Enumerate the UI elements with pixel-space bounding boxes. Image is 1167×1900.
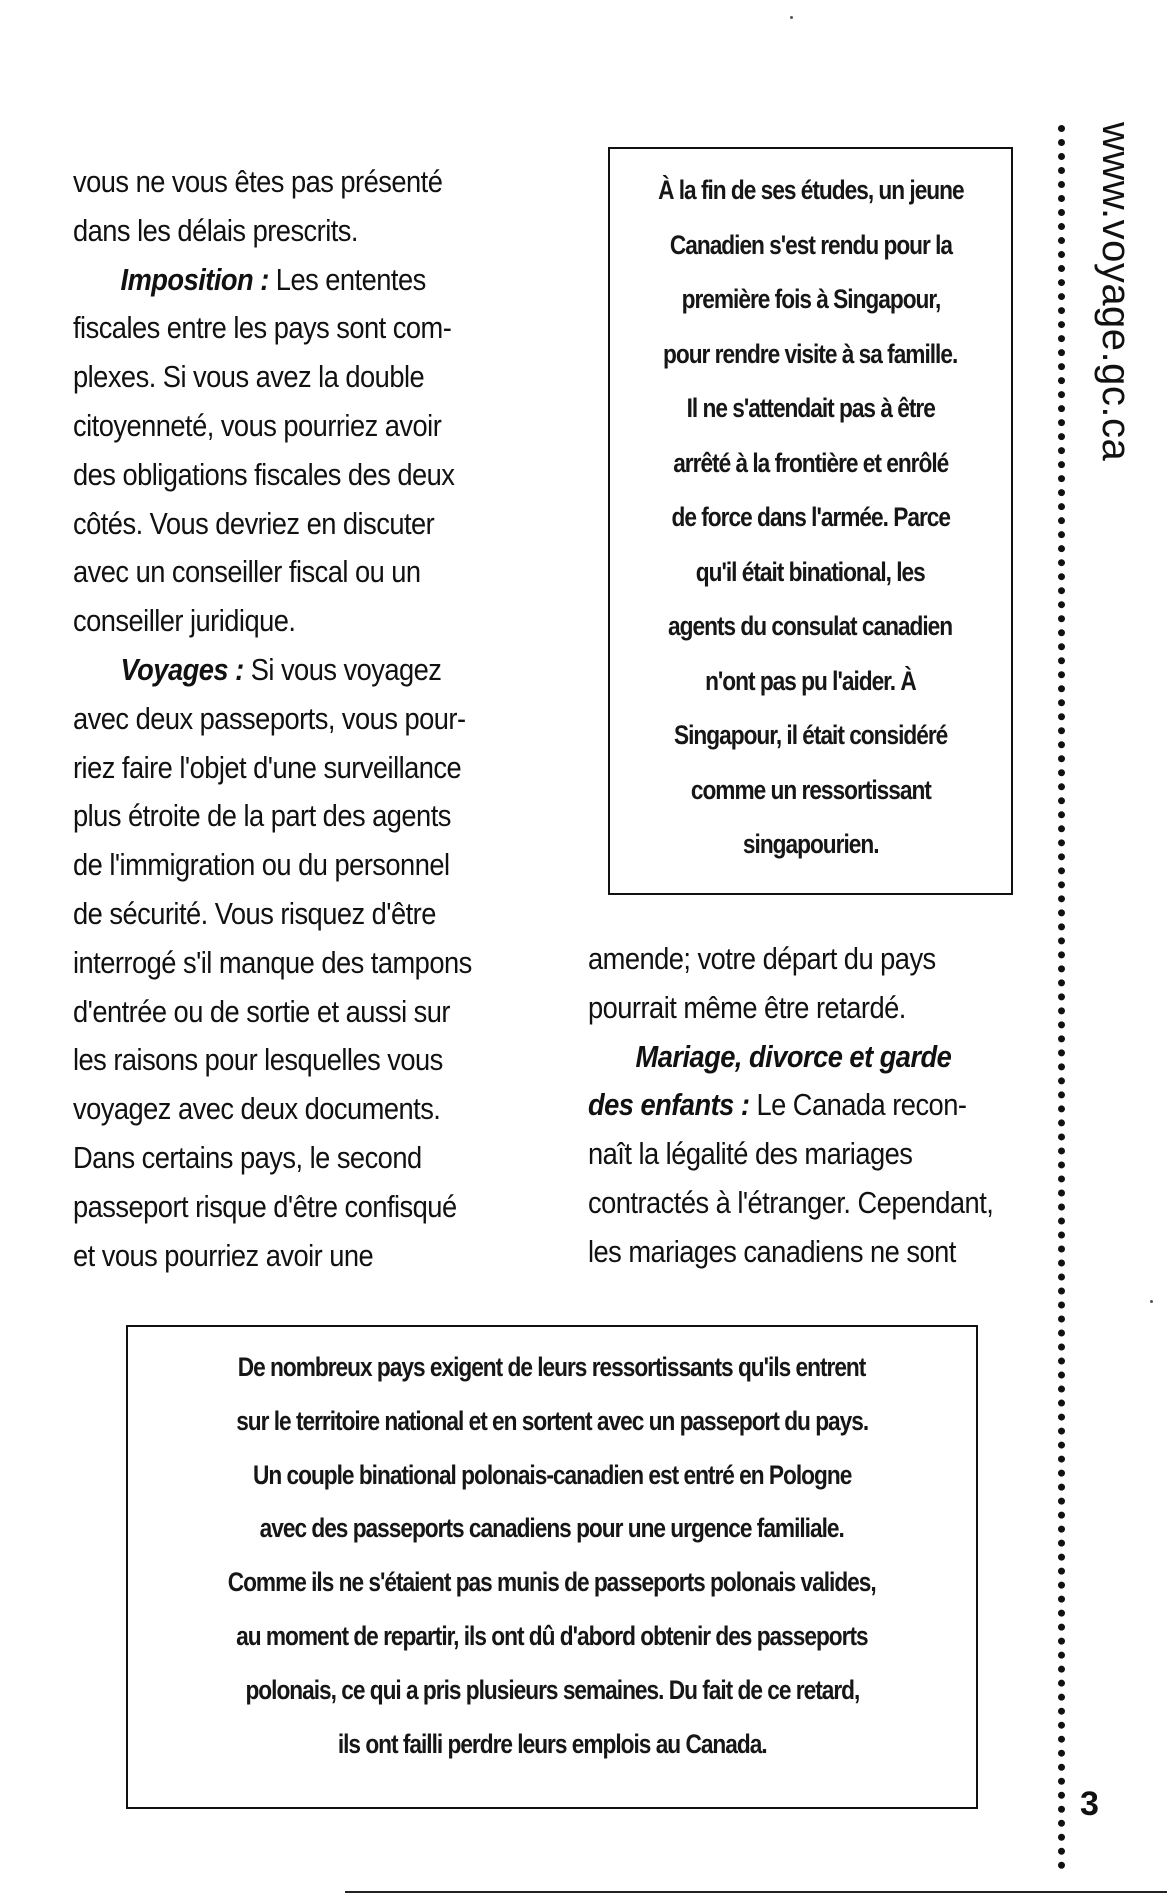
body-line: d'entrée ou de sortie et aussi sur xyxy=(73,993,450,1029)
box-line: qu'il était binational, les xyxy=(696,556,925,587)
box-line: première fois à Singapour, xyxy=(681,284,940,314)
body-text: Si vous voyagez xyxy=(243,651,442,687)
website-url[interactable]: www.voyage.gc.ca xyxy=(1094,122,1138,462)
body-line: et vous pourriez avoir une xyxy=(73,1237,374,1273)
body-line: citoyenneté, vous pourriez avoir xyxy=(73,407,442,443)
example-box-text xyxy=(128,1341,976,1771)
box-line: À la fin de ses études, un jeune xyxy=(657,175,964,205)
body-line: passeport risque d'être confisqué xyxy=(73,1188,457,1224)
body-line: interrogé s'il manque des tampons xyxy=(73,944,472,980)
box-line: pour rendre visite à sa famille. xyxy=(663,338,958,369)
box-line: au moment de repartir, ils ont dû d'abord obtenir des passeports xyxy=(236,1620,868,1651)
mariage-heading-continued: des enfants : xyxy=(588,1087,750,1123)
body-line: avec un conseiller fiscal ou un xyxy=(73,554,421,590)
body-line: de l'immigration ou du personnel xyxy=(73,847,450,883)
box-line: Comme ils ne s'étaient pas munis de passeports polonais valides, xyxy=(228,1567,876,1598)
box-line: ils ont failli perdre leurs emplois au Canada. xyxy=(337,1728,767,1759)
box-line: n'ont pas pu l'aider. À xyxy=(705,665,916,696)
example-box-singapore xyxy=(608,147,1013,895)
page-number: 3 xyxy=(1080,1785,1099,1823)
body-line: de sécurité. Vous risquez d'être xyxy=(73,895,436,931)
body-line: conseiller juridique. xyxy=(73,603,296,639)
body-line: plus étroite de la part des agents xyxy=(73,798,451,834)
body-line: des obligations fiscales des deux xyxy=(73,456,455,492)
box-line: polonais, ce qui a pris plusieurs semaines. Du fait de ce retard, xyxy=(245,1674,859,1705)
box-line: comme un ressortissant xyxy=(690,774,931,805)
right-column xyxy=(588,935,1002,1277)
body-line: côtés. Vous devriez en discuter xyxy=(73,505,435,541)
imposition-paragraph-start xyxy=(73,256,487,305)
box-line: Canadien s'est rendu pour la xyxy=(669,229,952,260)
body-line: vous ne vous êtes pas présenté xyxy=(73,164,443,199)
voyages-paragraph-start xyxy=(73,646,487,695)
body-line: plexes. Si vous avez la double xyxy=(73,359,425,395)
margin-dotted-rule xyxy=(1058,125,1065,1870)
body-line: voyagez avec deux documents. xyxy=(73,1091,441,1127)
body-text: Le Canada recon- xyxy=(749,1087,967,1123)
body-line: les raisons pour lesquelles vous xyxy=(73,1042,443,1078)
box-line: avec des passeports canadiens pour une urgence familiale. xyxy=(259,1513,845,1544)
body-text: Les ententes xyxy=(268,261,426,297)
example-box-text xyxy=(610,163,1011,872)
imposition-heading: Imposition : xyxy=(120,261,269,297)
box-line: arrêté à la frontière et enrôlé xyxy=(672,447,949,478)
mariage-paragraph-start xyxy=(588,1081,1002,1130)
mariage-heading: Mariage, divorce et garde xyxy=(635,1038,952,1074)
body-line: Dans certains pays, le second xyxy=(73,1139,422,1175)
body-line: fiscales entre les pays sont com- xyxy=(73,310,452,346)
body-line: riez faire l'objet d'une surveillance xyxy=(73,749,462,785)
box-line: singapourien. xyxy=(742,829,879,859)
body-line: pourrait même être retardé. xyxy=(588,989,906,1025)
body-line: dans les délais prescrits. xyxy=(73,212,358,248)
body-line: les mariages canadiens ne sont xyxy=(588,1233,956,1269)
box-line: Un couple binational polonais-canadien est entré en Pologne xyxy=(252,1459,852,1490)
example-box-poland xyxy=(126,1325,978,1809)
voyages-heading: Voyages : xyxy=(120,651,244,687)
bottom-edge-rule xyxy=(345,1891,1167,1893)
body-line: naît la légalité des mariages xyxy=(588,1136,913,1172)
body-line: amende; votre départ du pays xyxy=(588,941,936,976)
box-line: De nombreux pays exigent de leurs ressortissants qu'ils entrent xyxy=(238,1352,866,1382)
box-line: Singapour, il était considéré xyxy=(673,720,948,750)
box-line: Il ne s'attendait pas à être xyxy=(686,393,935,423)
scan-speck xyxy=(1150,1300,1153,1303)
scan-speck xyxy=(790,16,793,19)
body-line: avec deux passeports, vous pour- xyxy=(73,700,466,736)
box-line: agents du consulat canadien xyxy=(668,611,953,641)
left-column xyxy=(73,158,487,1280)
body-line: contractés à l'étranger. Cependant, xyxy=(588,1184,994,1220)
box-line: de force dans l'armée. Parce xyxy=(671,502,950,532)
box-line: sur le territoire national et en sortent avec un passeport du pays. xyxy=(236,1405,868,1436)
